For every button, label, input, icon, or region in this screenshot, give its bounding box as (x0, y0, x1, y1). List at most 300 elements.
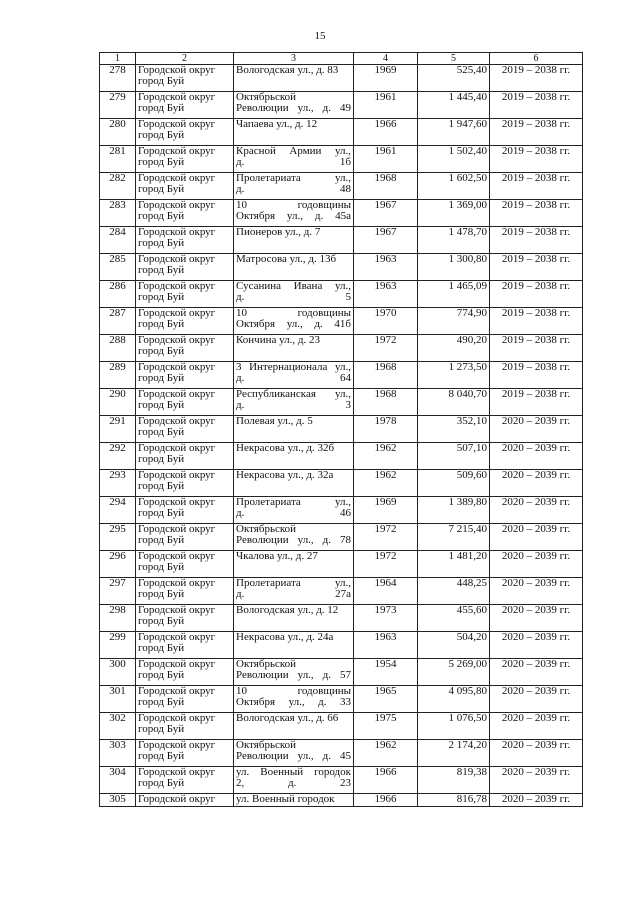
municipality-line: Городской округ (138, 469, 216, 481)
municipality-line: город Буй (138, 210, 185, 222)
address-cell (234, 551, 354, 578)
municipality-line: Городской округ (138, 145, 216, 157)
address-line: 10 годовщины (236, 307, 351, 319)
municipality-line: город Буй (138, 507, 185, 519)
address-cell (234, 227, 354, 254)
area-cell: 1 481,20 (418, 551, 490, 578)
municipality-cell (136, 524, 234, 551)
municipality-cell (136, 443, 234, 470)
municipality-line: город Буй (138, 156, 185, 168)
address-cell (234, 173, 354, 200)
municipality-line: Городской округ (138, 199, 216, 211)
municipality-line: город Буй (138, 399, 185, 411)
address-line: д. 1б (236, 156, 351, 168)
municipality-cell (136, 281, 234, 308)
municipality-cell (136, 92, 234, 119)
area-cell: 1 478,70 (418, 227, 490, 254)
row-number-cell: 284 (100, 227, 136, 254)
municipality-line: город Буй (138, 588, 185, 600)
table-row (100, 335, 583, 362)
area-cell: 352,10 (418, 416, 490, 443)
municipality-cell (136, 686, 234, 713)
area-cell: 1 273,50 (418, 362, 490, 389)
table-row (100, 713, 583, 740)
municipality-cell (136, 119, 234, 146)
area-cell: 525,40 (418, 65, 490, 92)
row-number-cell: 283 (100, 200, 136, 227)
municipality-cell (136, 470, 234, 497)
address-line: Октября ул., д. 41б (236, 318, 351, 330)
address-line: Революции ул., д. 78 (236, 534, 351, 546)
municipality-line: Городской округ (138, 739, 216, 751)
row-number-cell: 278 (100, 65, 136, 92)
address-cell (234, 389, 354, 416)
municipality-line: Городской округ (138, 523, 216, 535)
col-header: 2 (136, 53, 234, 65)
year-cell: 1968 (354, 362, 418, 389)
year-cell: 1968 (354, 389, 418, 416)
table-row (100, 416, 583, 443)
area-cell: 1 389,80 (418, 497, 490, 524)
address-line: Октябрьской (236, 658, 297, 670)
address-cell (234, 794, 354, 807)
municipality-line: Городской округ (138, 334, 216, 346)
table-row (100, 740, 583, 767)
area-cell: 2 174,20 (418, 740, 490, 767)
municipality-line: город Буй (138, 345, 185, 357)
year-cell: 1970 (354, 308, 418, 335)
municipality-cell (136, 497, 234, 524)
address-line: Октябрьской (236, 739, 297, 751)
row-number-cell: 300 (100, 659, 136, 686)
period-cell: 2020 – 2039 гг. (490, 794, 583, 807)
area-cell: 816,78 (418, 794, 490, 807)
period-cell: 2020 – 2039 гг. (490, 605, 583, 632)
table-row (100, 632, 583, 659)
municipality-line: город Буй (138, 237, 185, 249)
municipality-line: Городской округ (138, 550, 216, 562)
address-line: д. 46 (236, 507, 351, 519)
row-number-cell: 285 (100, 254, 136, 281)
period-cell: 2020 – 2039 гг. (490, 632, 583, 659)
period-cell: 2019 – 2038 гг. (490, 227, 583, 254)
address-line: Чкалова ул., д. 27 (236, 550, 318, 562)
period-cell: 2019 – 2038 гг. (490, 281, 583, 308)
area-cell: 504,20 (418, 632, 490, 659)
address-line: Революции ул., д. 49 (236, 102, 351, 114)
municipality-line: город Буй (138, 264, 185, 276)
area-cell: 1 947,60 (418, 119, 490, 146)
row-number-cell: 279 (100, 92, 136, 119)
address-line: Чапаева ул., д. 12 (236, 118, 318, 130)
municipality-cell (136, 335, 234, 362)
address-cell (234, 92, 354, 119)
municipality-line: Городской округ (138, 253, 216, 265)
municipality-line: город Буй (138, 669, 185, 681)
row-number-cell: 289 (100, 362, 136, 389)
municipality-cell (136, 65, 234, 92)
municipality-line: город Буй (138, 534, 185, 546)
address-cell (234, 659, 354, 686)
municipality-line: Городской округ (138, 91, 216, 103)
municipality-line: Городской округ (138, 442, 216, 454)
period-cell: 2019 – 2038 гг. (490, 119, 583, 146)
municipality-line: Городской округ (138, 658, 216, 670)
table-header-row (100, 53, 583, 65)
row-number-cell: 287 (100, 308, 136, 335)
period-cell: 2020 – 2039 гг. (490, 659, 583, 686)
address-line: д. 3 (236, 399, 351, 411)
address-line: Сусанина Ивана ул., (236, 280, 351, 292)
year-cell: 1963 (354, 632, 418, 659)
table-row (100, 173, 583, 200)
address-line: д. 27а (236, 588, 351, 600)
address-line: Пролетариата ул., (236, 496, 351, 508)
municipality-line: город Буй (138, 561, 185, 573)
address-cell (234, 254, 354, 281)
address-line: Некрасова ул., д. 24а (236, 631, 334, 643)
municipality-cell (136, 551, 234, 578)
col-header: 3 (234, 53, 354, 65)
period-cell: 2019 – 2038 гг. (490, 173, 583, 200)
row-number-cell: 280 (100, 119, 136, 146)
address-line: Некрасова ул., д. 32а (236, 469, 334, 481)
address-line: 2, д. 23 (236, 777, 351, 789)
address-cell (234, 578, 354, 605)
row-number-cell: 294 (100, 497, 136, 524)
municipality-line: город Буй (138, 372, 185, 384)
row-number-cell: 296 (100, 551, 136, 578)
period-cell: 2020 – 2039 гг. (490, 497, 583, 524)
area-cell: 1 369,00 (418, 200, 490, 227)
period-cell: 2020 – 2039 гг. (490, 416, 583, 443)
municipality-cell (136, 308, 234, 335)
address-cell (234, 632, 354, 659)
table-row (100, 119, 583, 146)
address-line: Революции ул., д. 45 (236, 750, 351, 762)
row-number-cell: 303 (100, 740, 136, 767)
address-cell (234, 335, 354, 362)
area-cell: 1 300,80 (418, 254, 490, 281)
period-cell: 2020 – 2039 гг. (490, 686, 583, 713)
period-cell: 2019 – 2038 гг. (490, 389, 583, 416)
year-cell: 1968 (354, 173, 418, 200)
municipality-line: Городской округ (138, 766, 216, 778)
address-line: Октября ул., д. 45а (236, 210, 351, 222)
period-cell: 2019 – 2038 гг. (490, 308, 583, 335)
area-cell: 1 602,50 (418, 173, 490, 200)
area-cell: 509,60 (418, 470, 490, 497)
period-cell: 2020 – 2039 гг. (490, 551, 583, 578)
area-cell: 507,10 (418, 443, 490, 470)
table-row (100, 200, 583, 227)
area-cell: 455,60 (418, 605, 490, 632)
municipality-cell (136, 254, 234, 281)
municipality-line: Городской округ (138, 604, 216, 616)
table-row (100, 254, 583, 281)
address-cell (234, 470, 354, 497)
table-row (100, 443, 583, 470)
row-number-cell: 297 (100, 578, 136, 605)
address-line: Полевая ул., д. 5 (236, 415, 313, 427)
area-cell: 1 445,40 (418, 92, 490, 119)
area-cell: 490,20 (418, 335, 490, 362)
municipality-line: город Буй (138, 102, 185, 114)
table-row (100, 794, 583, 807)
address-cell (234, 524, 354, 551)
table-row (100, 281, 583, 308)
address-line: Кончина ул., д. 23 (236, 334, 320, 346)
municipality-line: Городской округ (138, 577, 216, 589)
area-cell: 1 076,50 (418, 713, 490, 740)
year-cell: 1975 (354, 713, 418, 740)
year-cell: 1966 (354, 119, 418, 146)
municipality-line: город Буй (138, 183, 185, 195)
year-cell: 1969 (354, 65, 418, 92)
period-cell: 2020 – 2039 гг. (490, 767, 583, 794)
municipality-cell (136, 605, 234, 632)
municipality-line: город Буй (138, 696, 185, 708)
year-cell: 1963 (354, 254, 418, 281)
address-line: ул. Военный городок (236, 766, 351, 778)
address-line: Красной Армии ул., (236, 145, 351, 157)
address-line: Революции ул., д. 57 (236, 669, 351, 681)
municipality-line: Городской округ (138, 361, 216, 373)
municipality-line: город Буй (138, 615, 185, 627)
row-number-cell: 282 (100, 173, 136, 200)
address-line: 10 годовщины (236, 685, 351, 697)
housing-table (99, 52, 583, 807)
page-number: 15 (314, 30, 326, 42)
address-line: Октября ул., д. 33 (236, 696, 351, 708)
municipality-cell (136, 200, 234, 227)
area-cell: 8 040,70 (418, 389, 490, 416)
municipality-line: Городской округ (138, 793, 216, 805)
period-cell: 2019 – 2038 гг. (490, 254, 583, 281)
row-number-cell: 293 (100, 470, 136, 497)
municipality-cell (136, 794, 234, 807)
period-cell: 2020 – 2039 гг. (490, 524, 583, 551)
municipality-line: город Буй (138, 291, 185, 303)
municipality-line: Городской округ (138, 226, 216, 238)
address-line: Республиканская ул., (236, 388, 351, 400)
municipality-cell (136, 713, 234, 740)
period-cell: 2019 – 2038 гг. (490, 92, 583, 119)
address-line: Пионеров ул., д. 7 (236, 226, 321, 238)
year-cell: 1972 (354, 524, 418, 551)
address-cell (234, 65, 354, 92)
area-cell: 448,25 (418, 578, 490, 605)
municipality-cell (136, 659, 234, 686)
address-cell (234, 119, 354, 146)
area-cell: 774,90 (418, 308, 490, 335)
year-cell: 1969 (354, 497, 418, 524)
period-cell: 2019 – 2038 гг. (490, 146, 583, 173)
table-row (100, 767, 583, 794)
municipality-cell (136, 767, 234, 794)
address-line: Октябрьской (236, 91, 297, 103)
address-line: Матросова ул., д. 13б (236, 253, 337, 265)
address-cell (234, 362, 354, 389)
address-cell (234, 308, 354, 335)
year-cell: 1961 (354, 92, 418, 119)
table-row (100, 389, 583, 416)
year-cell: 1962 (354, 443, 418, 470)
municipality-line: Городской округ (138, 631, 216, 643)
address-cell (234, 605, 354, 632)
year-cell: 1973 (354, 605, 418, 632)
area-cell: 819,38 (418, 767, 490, 794)
year-cell: 1978 (354, 416, 418, 443)
row-number-cell: 305 (100, 794, 136, 807)
year-cell: 1967 (354, 200, 418, 227)
municipality-line: город Буй (138, 129, 185, 141)
table-row (100, 497, 583, 524)
table-row (100, 65, 583, 92)
municipality-line: Городской округ (138, 685, 216, 697)
address-line: Октябрьской (236, 523, 297, 535)
address-cell (234, 686, 354, 713)
row-number-cell: 302 (100, 713, 136, 740)
table-row (100, 92, 583, 119)
table-row (100, 308, 583, 335)
period-cell: 2020 – 2039 гг. (490, 740, 583, 767)
municipality-line: город Буй (138, 723, 185, 735)
table-row (100, 659, 583, 686)
year-cell: 1963 (354, 281, 418, 308)
period-cell: 2019 – 2038 гг. (490, 335, 583, 362)
table-row (100, 470, 583, 497)
year-cell: 1961 (354, 146, 418, 173)
year-cell: 1972 (354, 551, 418, 578)
year-cell: 1962 (354, 740, 418, 767)
address-line: Некрасова ул., д. 32б (236, 442, 335, 454)
municipality-line: Городской округ (138, 415, 216, 427)
address-line: Пролетариата ул., (236, 577, 351, 589)
address-line: д. 5 (236, 291, 351, 303)
municipality-line: город Буй (138, 480, 185, 492)
row-number-cell: 301 (100, 686, 136, 713)
municipality-line: Городской округ (138, 496, 216, 508)
table-row (100, 227, 583, 254)
municipality-cell (136, 362, 234, 389)
address-line: Вологодская ул., д. 66 (236, 712, 339, 724)
municipality-line: Городской округ (138, 118, 216, 130)
col-header: 4 (354, 53, 418, 65)
municipality-line: город Буй (138, 777, 185, 789)
area-cell: 4 095,80 (418, 686, 490, 713)
municipality-line: город Буй (138, 426, 185, 438)
municipality-line: Городской округ (138, 280, 216, 292)
year-cell: 1965 (354, 686, 418, 713)
period-cell: 2020 – 2039 гг. (490, 578, 583, 605)
table-row (100, 605, 583, 632)
address-line: ул. Военный городок (236, 793, 335, 805)
year-cell: 1954 (354, 659, 418, 686)
row-number-cell: 299 (100, 632, 136, 659)
municipality-line: город Буй (138, 642, 185, 654)
municipality-cell (136, 389, 234, 416)
period-cell: 2019 – 2038 гг. (490, 65, 583, 92)
area-cell: 7 215,40 (418, 524, 490, 551)
address-cell (234, 713, 354, 740)
year-cell: 1966 (354, 794, 418, 807)
period-cell: 2020 – 2039 гг. (490, 713, 583, 740)
address-cell (234, 740, 354, 767)
table-body (100, 65, 583, 807)
municipality-cell (136, 578, 234, 605)
municipality-cell (136, 740, 234, 767)
col-header: 5 (418, 53, 490, 65)
address-cell (234, 497, 354, 524)
row-number-cell: 292 (100, 443, 136, 470)
municipality-line: город Буй (138, 318, 185, 330)
year-cell: 1972 (354, 335, 418, 362)
period-cell: 2020 – 2039 гг. (490, 470, 583, 497)
table-row (100, 578, 583, 605)
municipality-line: город Буй (138, 75, 185, 87)
area-cell: 1 502,40 (418, 146, 490, 173)
municipality-line: город Буй (138, 750, 185, 762)
address-line: Вологодская ул., д. 12 (236, 604, 339, 616)
table-row (100, 524, 583, 551)
col-header: 1 (100, 53, 136, 65)
address-line: Пролетариата ул., (236, 172, 351, 184)
municipality-cell (136, 227, 234, 254)
address-cell (234, 767, 354, 794)
address-cell (234, 146, 354, 173)
area-cell: 5 269,00 (418, 659, 490, 686)
row-number-cell: 304 (100, 767, 136, 794)
municipality-line: Городской округ (138, 307, 216, 319)
row-number-cell: 290 (100, 389, 136, 416)
municipality-line: город Буй (138, 453, 185, 465)
address-line: д. 64 (236, 372, 351, 384)
row-number-cell: 288 (100, 335, 136, 362)
period-cell: 2019 – 2038 гг. (490, 362, 583, 389)
address-cell (234, 416, 354, 443)
year-cell: 1964 (354, 578, 418, 605)
year-cell: 1962 (354, 470, 418, 497)
municipality-line: Городской округ (138, 712, 216, 724)
address-line: Вологодская ул., д. 83 (236, 64, 339, 76)
table-row (100, 146, 583, 173)
area-cell: 1 465,09 (418, 281, 490, 308)
municipality-cell (136, 416, 234, 443)
municipality-cell (136, 146, 234, 173)
municipality-line: Городской округ (138, 388, 216, 400)
municipality-cell (136, 632, 234, 659)
period-cell: 2019 – 2038 гг. (490, 200, 583, 227)
row-number-cell: 286 (100, 281, 136, 308)
row-number-cell: 295 (100, 524, 136, 551)
table-row (100, 362, 583, 389)
row-number-cell: 298 (100, 605, 136, 632)
table-row (100, 686, 583, 713)
address-cell (234, 443, 354, 470)
table-row (100, 551, 583, 578)
row-number-cell: 291 (100, 416, 136, 443)
col-header: 6 (490, 53, 583, 65)
municipality-line: Городской округ (138, 64, 216, 76)
period-cell: 2020 – 2039 гг. (490, 443, 583, 470)
address-line: 10 годовщины (236, 199, 351, 211)
year-cell: 1966 (354, 767, 418, 794)
row-number-cell: 281 (100, 146, 136, 173)
address-line: 3 Интернационала ул., (236, 361, 351, 373)
address-cell (234, 200, 354, 227)
year-cell: 1967 (354, 227, 418, 254)
